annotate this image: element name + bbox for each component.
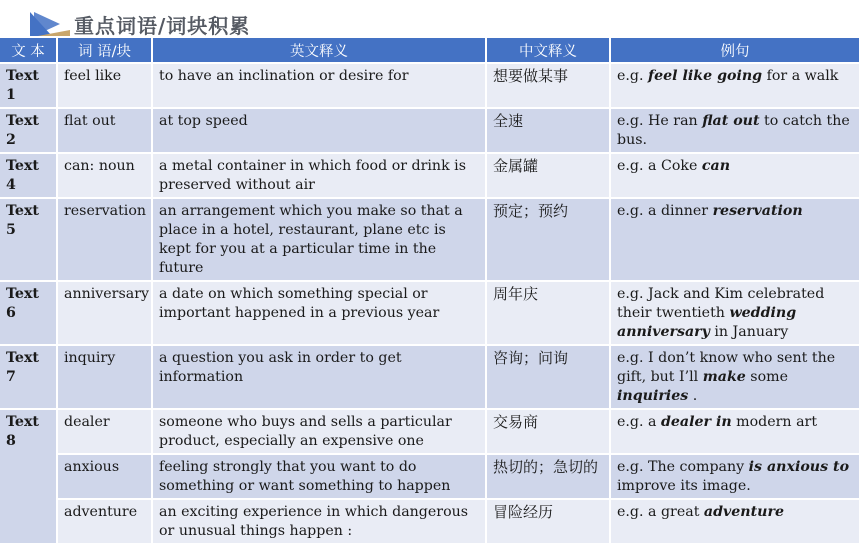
example-text: for a walk <box>762 68 839 84</box>
cell-example <box>610 63 860 108</box>
table-row <box>0 281 860 345</box>
cell-chinese-definition: 交易商 <box>486 409 610 454</box>
cell-example <box>610 198 860 281</box>
table-row <box>0 153 860 198</box>
cell-example <box>610 499 860 544</box>
example-text: in January <box>709 324 789 340</box>
table-row <box>0 345 860 409</box>
example-text: e.g. a great <box>617 504 704 520</box>
cell-text: Text 6 <box>0 281 57 345</box>
cell-example <box>610 281 860 345</box>
cell-chinese-definition: 金属罐 <box>486 153 610 198</box>
cell-example <box>610 108 860 153</box>
example-keyword: can <box>701 158 731 174</box>
cell-word: anxious <box>57 454 152 499</box>
cell-example <box>610 153 860 198</box>
page-title: 重点词语/词块积累 <box>74 13 251 38</box>
cell-word: anniversary <box>57 281 152 345</box>
cell-text: Text 1 <box>0 63 57 108</box>
cell-chinese-definition: 周年庆 <box>486 281 610 345</box>
cell-text: Text 2 <box>0 108 57 153</box>
example-keyword: flat out <box>702 113 760 129</box>
cell-chinese-definition: 咨询；问询 <box>486 345 610 409</box>
example-text: improve its image. <box>617 478 751 494</box>
cell-chinese-definition: 冒险经历 <box>486 499 610 544</box>
cell-english-definition: a question you ask in order to get information <box>152 345 486 409</box>
cell-word: can: noun <box>57 153 152 198</box>
example-text: e.g. a <box>617 414 661 430</box>
header-word: 词 语/块 <box>57 38 152 63</box>
cell-example <box>610 454 860 499</box>
cell-text: Text 4 <box>0 153 57 198</box>
example-keyword: is anxious to <box>748 459 850 475</box>
table-row <box>0 409 860 454</box>
example-text: to catch the bus. <box>617 113 850 148</box>
title-bar <box>30 10 250 38</box>
example-keyword: feel like going <box>648 68 763 84</box>
cell-english-definition: feeling strongly that you want to do something or want something to happen <box>152 454 486 499</box>
example-keyword: adventure <box>703 504 784 520</box>
example-keyword: dealer in <box>660 414 732 430</box>
title-arrow-icon <box>30 10 74 38</box>
vocabulary-table <box>0 38 860 545</box>
header-example: 例句 <box>610 38 860 63</box>
example-keyword: reservation <box>712 203 803 219</box>
cell-chinese-definition: 预定；预约 <box>486 198 610 281</box>
example-text: some <box>745 369 788 385</box>
example-text: e.g. He ran <box>617 113 703 129</box>
cell-chinese-definition: 全速 <box>486 108 610 153</box>
cell-example <box>610 409 860 454</box>
cell-english-definition: an exciting experience in which dangerous or unusual things happen : <box>152 499 486 544</box>
example-keyword: inquiries <box>617 388 689 404</box>
example-text: e.g. I don’t know who sent the gift, but I’ll <box>617 350 836 385</box>
example-text: e.g. a dinner <box>617 203 713 219</box>
table-header-row <box>0 38 860 63</box>
cell-text: Text 5 <box>0 198 57 281</box>
table-row <box>0 108 860 153</box>
cell-word: reservation <box>57 198 152 281</box>
cell-english-definition: at top speed <box>152 108 486 153</box>
example-text: modern art <box>731 414 818 430</box>
example-text: e.g. <box>617 68 649 84</box>
table-body <box>0 63 860 544</box>
example-keyword: wedding anniversary <box>617 305 797 340</box>
cell-english-definition: to have an inclination or desire for <box>152 63 486 108</box>
table-row <box>0 499 860 544</box>
table-row <box>0 198 860 281</box>
example-text: e.g. Jack and Kim celebrated their twentieth <box>617 286 825 321</box>
header-chinese-definition: 中文释义 <box>486 38 610 63</box>
header-text: 文 本 <box>0 38 57 63</box>
table-row <box>0 63 860 108</box>
cell-english-definition: a date on which something special or important happened in a previous year <box>152 281 486 345</box>
cell-english-definition: someone who buys and sells a particular product, especially an expensive one <box>152 409 486 454</box>
cell-word: flat out <box>57 108 152 153</box>
cell-word: adventure <box>57 499 152 544</box>
cell-chinese-definition: 想要做某事 <box>486 63 610 108</box>
header-english-definition: 英文释义 <box>152 38 486 63</box>
cell-chinese-definition: 热切的；急切的 <box>486 454 610 499</box>
cell-word: feel like <box>57 63 152 108</box>
cell-text: Text 7 <box>0 345 57 409</box>
example-text: e.g. The company <box>617 459 749 475</box>
example-text: . <box>688 388 698 404</box>
example-keyword: make <box>702 369 746 385</box>
cell-english-definition: a metal container in which food or drink is preserved without air <box>152 153 486 198</box>
cell-text: Text 8 <box>0 409 57 544</box>
cell-english-definition: an arrangement which you make so that a place in a hotel, restaurant, plane etc is kept for you at a particular time in the future <box>152 198 486 281</box>
cell-word: inquiry <box>57 345 152 409</box>
table-row <box>0 454 860 499</box>
example-text: e.g. a Coke <box>617 158 702 174</box>
cell-example <box>610 345 860 409</box>
cell-word: dealer <box>57 409 152 454</box>
